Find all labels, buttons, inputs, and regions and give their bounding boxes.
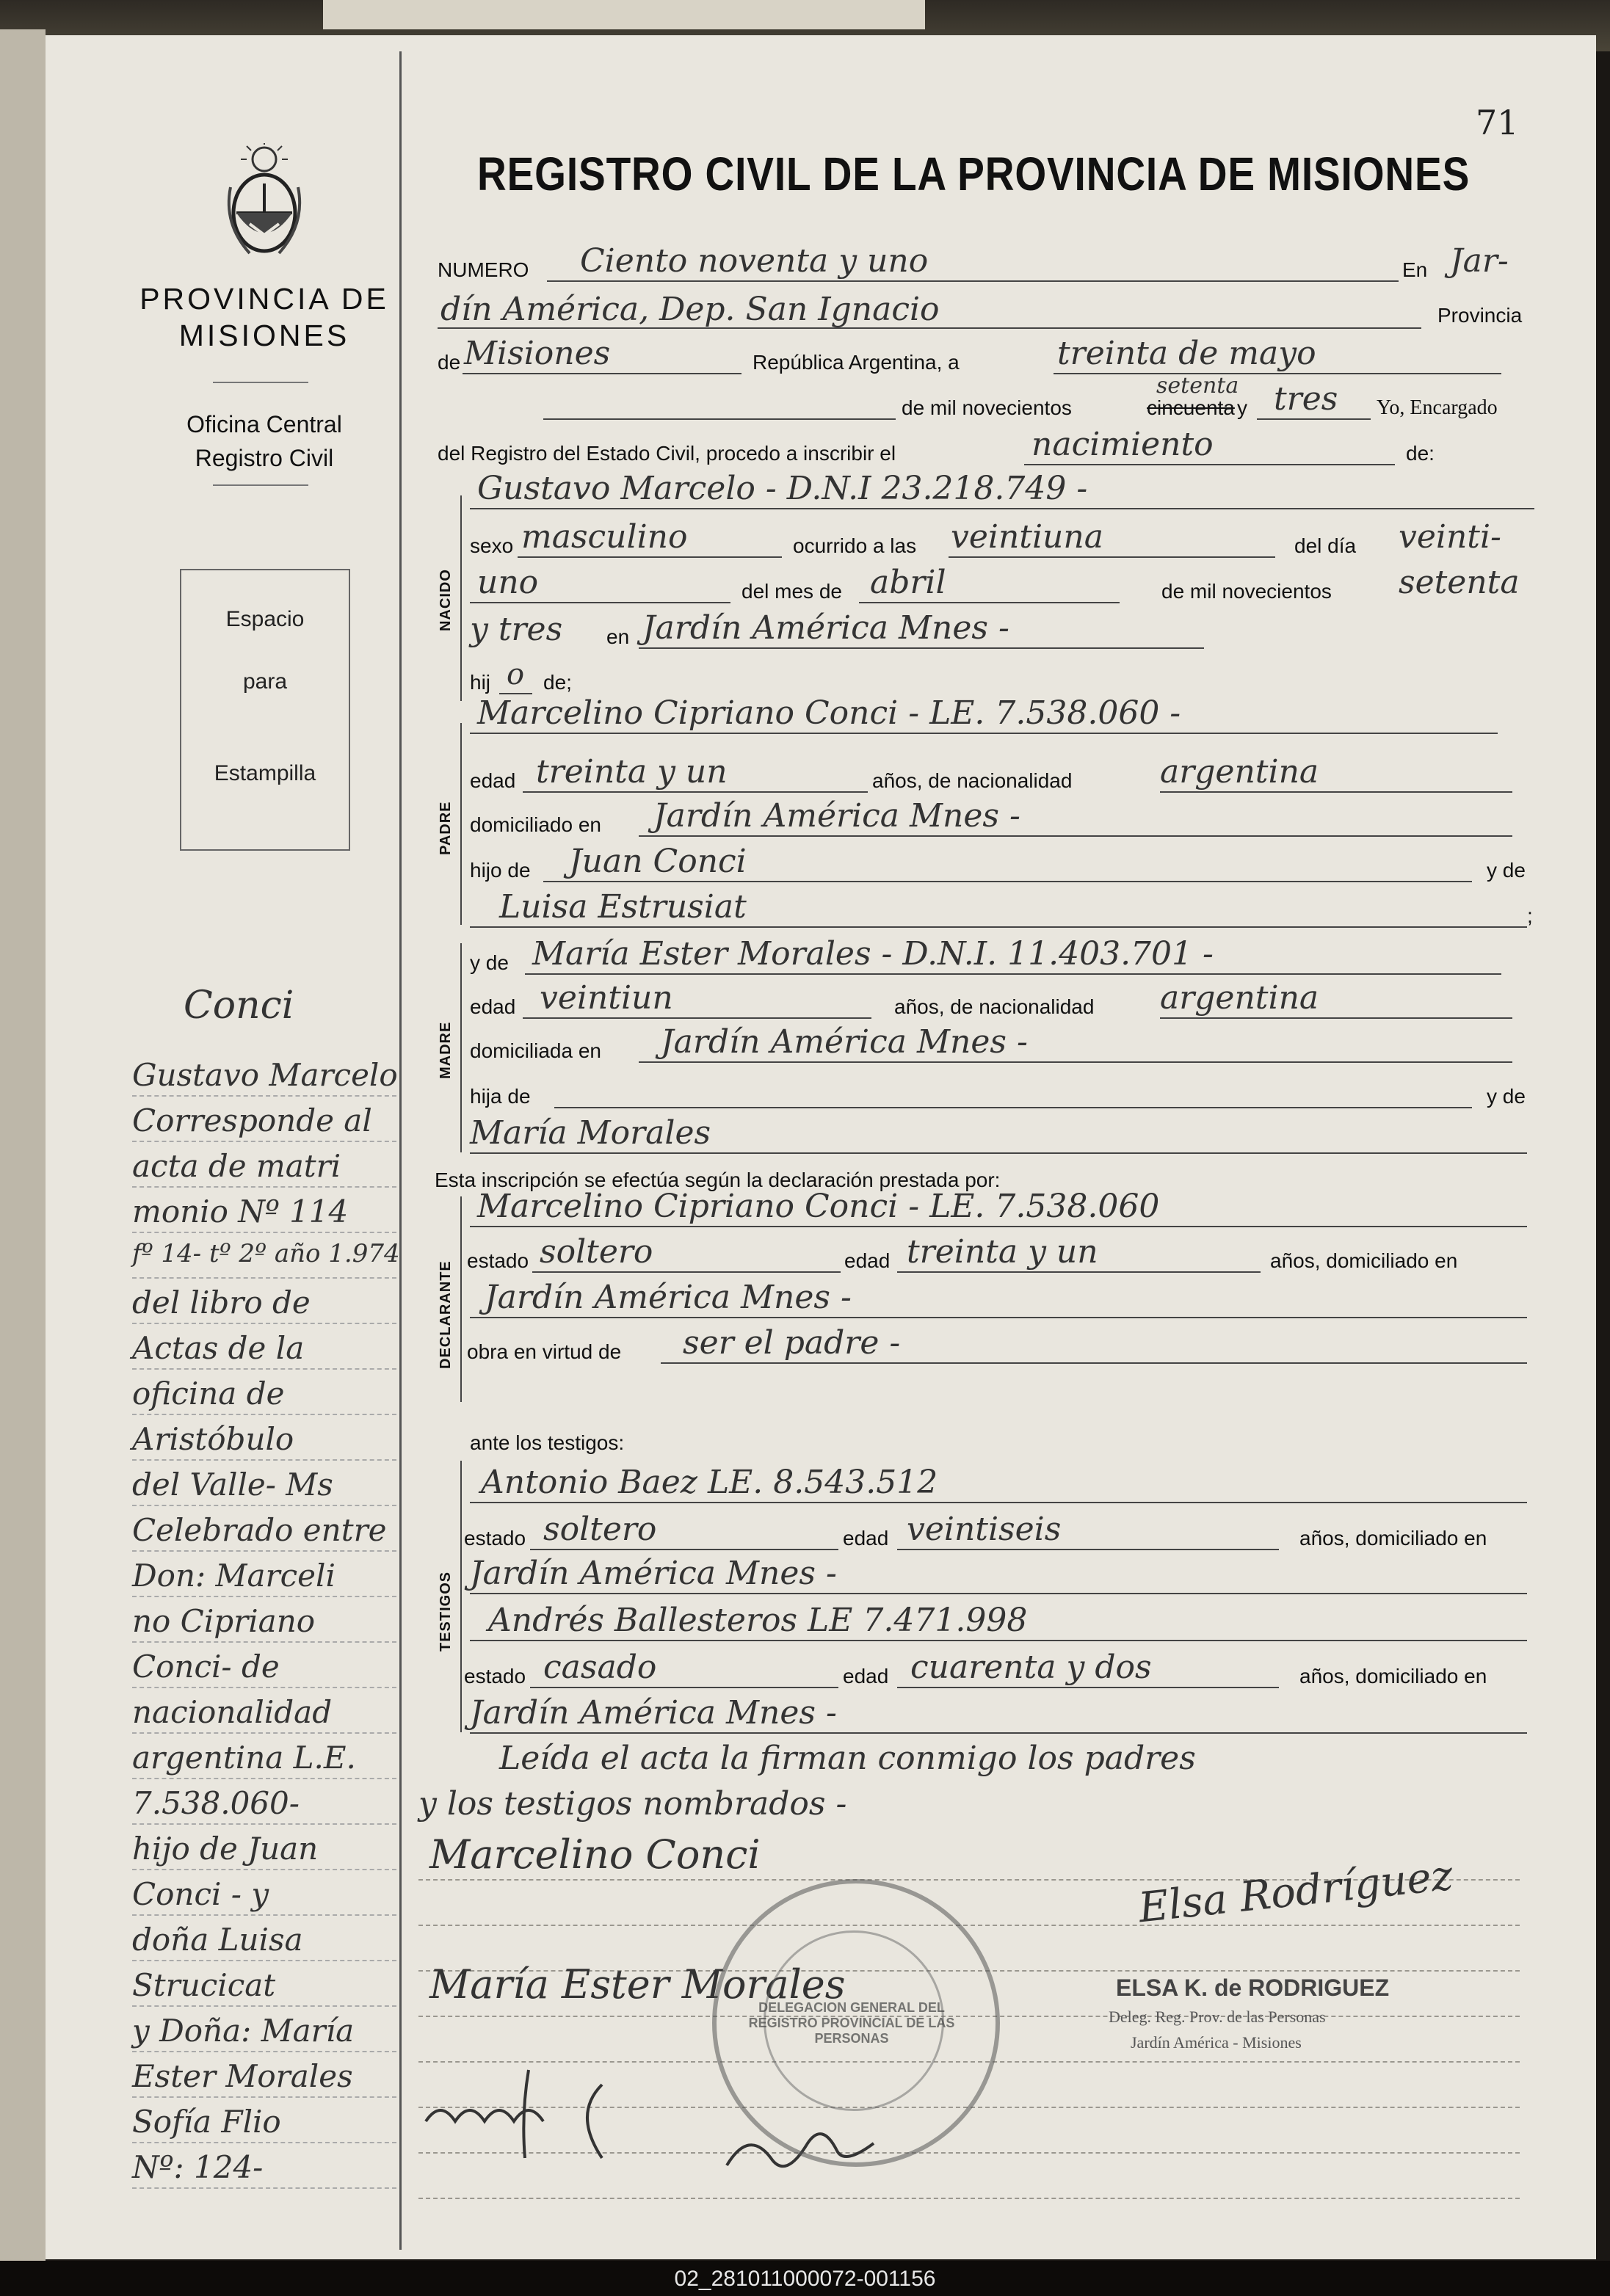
closing-line-b: y los testigos nombrados -	[418, 1785, 847, 1823]
marginal-note-line: Celebrado entre	[132, 1512, 387, 1548]
field-line	[639, 835, 1512, 837]
marginal-rule	[132, 2142, 396, 2143]
previous-page-edge	[323, 0, 925, 29]
field-line	[518, 556, 782, 558]
marginal-note-line: doña Luisa	[132, 1922, 303, 1958]
divider	[213, 484, 308, 486]
field-line	[639, 1061, 1512, 1063]
numero-label: NUMERO	[438, 258, 529, 281]
marginal-note-line: Gustavo Marcelo	[132, 1057, 398, 1093]
marginal-note-line: acta de matri	[132, 1148, 341, 1184]
nacido-en-label: en	[606, 625, 630, 648]
testigo2-estado-value: casado	[543, 1649, 657, 1686]
section-bracket	[460, 495, 462, 701]
field-line	[639, 647, 1204, 649]
madre-y-de-label-2: y de	[1487, 1085, 1526, 1108]
padre-edad-label: edad	[470, 769, 516, 792]
field-line	[470, 1152, 1527, 1154]
padre-anos-label: años, de nacionalidad	[872, 769, 1073, 792]
field-line	[470, 508, 1534, 509]
marginal-note-line: Actas de la	[132, 1330, 305, 1366]
divider	[213, 382, 308, 383]
marginal-note-line: Corresponde al	[132, 1102, 372, 1138]
registro-label: del Registro del Estado Civil, procedo a inscribir el	[438, 442, 896, 465]
numero-value: Ciento noventa y uno	[580, 242, 929, 280]
office-heading	[125, 407, 404, 475]
marginal-rule	[132, 1414, 396, 1415]
hora-value: veintiuna	[951, 518, 1103, 556]
en-value-a: Jar-	[1450, 242, 1509, 280]
padre-nacionalidad: argentina	[1160, 753, 1319, 791]
padre-nombre: Marcelino Cipriano Conci - LE. 7.538.060 -	[477, 694, 1181, 732]
marginal-rule	[132, 1732, 396, 1734]
field-line	[1024, 464, 1395, 465]
marginal-note-line: argentina L.E.	[132, 1740, 356, 1776]
section-bracket	[460, 1196, 462, 1402]
signature-rule	[418, 2198, 1520, 2199]
marginal-rule	[132, 1505, 396, 1506]
marginal-rule	[132, 1869, 396, 1870]
marginal-note-line: Nº: 124-	[132, 2149, 264, 2185]
declarante-anos-label: años, domiciliado en	[1270, 1249, 1458, 1272]
republica-label: República Argentina, a	[753, 351, 960, 374]
field-line	[547, 280, 1399, 282]
field-line	[470, 1732, 1527, 1734]
field-line	[949, 556, 1275, 558]
image-id-bar	[0, 2261, 1610, 2296]
declarante-edad-label: edad	[844, 1249, 891, 1272]
padre-edad-value: treinta y un	[536, 753, 728, 791]
testigos-label: ante los testigos:	[470, 1431, 625, 1454]
office-line-2: Registro Civil	[195, 445, 334, 471]
closing-line-a: Leída el acta la firman conmigo los padres	[499, 1740, 1196, 1777]
fecha-value: treinta de mayo	[1057, 335, 1316, 372]
padre-dom-label: domiciliado en	[470, 813, 601, 836]
mother-signature: María Ester Morales	[429, 1961, 846, 2008]
section-nacido-label: NACIDO	[438, 569, 454, 631]
acto-value: nacimiento	[1031, 426, 1214, 463]
marginal-note-line: del Valle- Ms	[132, 1467, 333, 1503]
madre-hija-label: hija de	[470, 1085, 531, 1108]
cincuenta-correction: setenta	[1156, 373, 1239, 399]
testigo1-estado-value: soltero	[543, 1511, 657, 1548]
declarante-estado-value: soltero	[540, 1233, 653, 1271]
madre-nombre: María Ester Morales - D.N.I. 11.403.701 -	[532, 935, 1214, 973]
marginal-rule	[132, 1095, 396, 1097]
field-line	[523, 791, 868, 793]
hijo-de-label: de;	[543, 671, 572, 694]
field-line	[470, 602, 730, 603]
en-value-b: dín América, Dep. San Ignacio	[440, 291, 940, 328]
marginal-rule	[132, 2051, 396, 2052]
testigo1-edad-value: veintiseis	[907, 1511, 1062, 1548]
marginal-rule	[132, 2005, 396, 2007]
padre-madre-value: Luisa Estrusiat	[499, 888, 747, 926]
cincuenta-printed: cincuenta	[1147, 396, 1235, 419]
sexo-value: masculino	[521, 518, 688, 556]
field-line	[897, 1271, 1261, 1273]
mes-label: del mes de	[741, 580, 842, 603]
field-line	[470, 1226, 1527, 1227]
provincia-value: Misiones	[464, 335, 611, 372]
field-line	[1160, 791, 1512, 793]
field-line	[1160, 1017, 1512, 1019]
dia-value-b: uno	[477, 564, 539, 601]
registry-title: REGISTRO CIVIL DE LA PROVINCIA DE MISIONES	[477, 148, 1471, 200]
nacido-anio-a: setenta	[1399, 564, 1520, 601]
testigo2-edad-value: cuarenta y dos	[910, 1649, 1152, 1686]
nacido-lugar: Jardín América Mnes -	[642, 609, 1009, 647]
field-line	[470, 1317, 1527, 1318]
nacido-anio-b: y tres	[470, 611, 563, 648]
mes-value: abril	[870, 564, 946, 601]
madre-nacionalidad: argentina	[1160, 979, 1319, 1017]
mil-novecientos-label: de mil novecientos	[902, 396, 1072, 419]
marginal-note-line: nacionalidad	[132, 1694, 333, 1730]
marginal-rule	[132, 1823, 396, 1825]
nacido-mil-label: de mil novecientos	[1161, 580, 1332, 603]
marginal-note-line: Conci- de	[132, 1649, 280, 1685]
field-line	[543, 881, 1472, 882]
section-testigos-label: TESTIGOS	[438, 1571, 454, 1652]
marginal-rule	[132, 1687, 396, 1688]
field-line	[554, 1107, 1472, 1108]
sexo-label: sexo	[470, 534, 514, 557]
field-line	[532, 1271, 841, 1273]
signature-rule	[418, 1925, 1520, 1926]
officer-place-stamp: Jardín América - Misiones	[1131, 2033, 1302, 2052]
marginal-rule	[132, 1596, 396, 1597]
field-line	[859, 602, 1120, 603]
nacido-nombre: Gustavo Marcelo - D.N.I 23.218.749 -	[477, 470, 1088, 507]
madre-dom-value: Jardín América Mnes -	[661, 1023, 1028, 1061]
marginal-note-line: y Doña: María	[132, 2013, 355, 2049]
marginal-note-line: 7.538.060-	[132, 1785, 300, 1821]
obra-value: ser el padre -	[683, 1324, 901, 1362]
seal-text: DELEGACION GENERAL DEL REGISTRO PROVINCIAL DE LAS PERSONAS	[748, 2000, 955, 2046]
hijo-suffix: o	[507, 658, 525, 691]
marginal-rule	[132, 1641, 396, 1643]
section-bracket	[460, 723, 462, 925]
section-madre-label: MADRE	[438, 1021, 454, 1079]
field-line	[470, 1593, 1527, 1594]
dia-value-a: veinti-	[1399, 518, 1501, 556]
padre-y-de-label: y de	[1487, 859, 1526, 882]
marginal-rule	[132, 2096, 396, 2098]
section-padre-label: PADRE	[438, 801, 454, 855]
field-line	[1054, 373, 1501, 374]
marginal-note-line: Sofía Flio	[132, 2104, 281, 2140]
marginal-rule	[132, 1368, 396, 1370]
office-line-1: Oficina Central	[186, 411, 342, 437]
marginal-rule	[132, 1778, 396, 1779]
marginal-note-line: fº 14- tº 2º año 1.974	[132, 1239, 400, 1268]
officer-signature: Elsa Rodríguez	[1136, 1851, 1455, 1933]
declarante-nombre: Marcelino Cipriano Conci - LE. 7.538.060	[477, 1188, 1160, 1225]
officer-title-stamp: Deleg. Reg. Prov. de las Personas	[1109, 2008, 1326, 2026]
page-number: 71	[1476, 103, 1519, 142]
marginal-note-line: Ester Morales	[132, 2058, 353, 2094]
witness-signature-icon	[418, 2055, 653, 2165]
province-heading	[110, 280, 418, 354]
declarante-edad-value: treinta y un	[907, 1233, 1098, 1271]
field-line	[525, 973, 1501, 975]
madre-y-de-label: y de	[470, 951, 509, 974]
marginal-note-line: Strucicat	[132, 1967, 276, 2003]
marginal-rule	[132, 2187, 396, 2189]
testigo1-estado-label: estado	[464, 1527, 526, 1550]
field-line	[530, 1549, 838, 1550]
officer-name-stamp: ELSA K. de RODRIGUEZ	[1116, 1975, 1390, 2001]
madre-dom-label: domiciliada en	[470, 1039, 601, 1062]
marginal-rule	[132, 1323, 396, 1324]
field-line	[897, 1687, 1279, 1688]
madre-edad-value: veintiun	[540, 979, 673, 1017]
testigo1-nombre: Antonio Baez LE. 8.543.512	[481, 1464, 938, 1501]
padre-hijo-de-label: hijo de	[470, 859, 531, 882]
coat-of-arms-icon	[220, 143, 308, 261]
testigo1-edad-label: edad	[843, 1527, 889, 1550]
marginal-rule	[132, 1186, 396, 1188]
field-line	[897, 1549, 1279, 1550]
marginal-rule	[132, 1960, 396, 1961]
ocurrido-label: ocurrido a las	[793, 534, 917, 557]
de-colon-label: de:	[1406, 442, 1435, 465]
marginal-note-line: oficina de	[132, 1376, 285, 1412]
field-line	[543, 418, 896, 420]
testigo2-anos-label: años, domiciliado en	[1299, 1665, 1487, 1688]
testigo2-nombre: Andrés Ballesteros LE 7.471.998	[488, 1602, 1028, 1639]
section-bracket	[460, 1461, 462, 1732]
de-label: de	[438, 351, 461, 374]
field-line	[470, 1502, 1527, 1503]
section-bracket	[460, 943, 462, 1152]
declarante-dom-value: Jardín América Mnes -	[485, 1279, 852, 1316]
y-label: y	[1237, 396, 1247, 419]
en-label: En	[1402, 258, 1428, 281]
madre-edad-label: edad	[470, 995, 516, 1018]
madre-madre-value: María Morales	[470, 1114, 711, 1152]
testigo1-dom-value: Jardín América Mnes -	[470, 1555, 837, 1592]
book-page-edge	[0, 29, 46, 2261]
field-line	[1257, 418, 1371, 420]
testigo2-dom-value: Jardín América Mnes -	[470, 1694, 837, 1732]
testigo1-anos-label: años, domiciliado en	[1299, 1527, 1487, 1550]
provincia-label: Provincia	[1437, 304, 1523, 327]
marginal-note-line: no Cipriano	[132, 1603, 316, 1639]
father-signature: Marcelino Conci	[429, 1831, 761, 1878]
hijo-label: hij	[470, 671, 491, 694]
field-line	[463, 373, 741, 374]
obra-label: obra en virtud de	[467, 1340, 622, 1363]
field-line	[530, 1687, 838, 1688]
stamp-label-2: para	[242, 669, 288, 694]
madre-anos-label: años, de nacionalidad	[894, 995, 1095, 1018]
testigo2-estado-label: estado	[464, 1665, 526, 1688]
marginal-rule	[132, 1277, 396, 1279]
padre-dom-value: Jardín América Mnes -	[653, 797, 1020, 835]
marginal-note-line: del libro de	[132, 1285, 311, 1320]
stamp-space-box	[180, 569, 350, 851]
marginal-surname: Conci	[184, 984, 294, 1028]
encargado-label: Yo, Encargado	[1377, 396, 1498, 419]
marginal-rule	[132, 1914, 396, 1916]
semicolon: ;	[1527, 904, 1533, 927]
marginal-rule	[132, 1232, 396, 1233]
declarante-estado-label: estado	[467, 1249, 529, 1272]
padre-padre-value: Juan Conci	[569, 843, 747, 880]
province-line-2: MISIONES	[178, 319, 350, 352]
stamp-label-3: Estampilla	[214, 761, 316, 785]
marginal-note-line: Aristóbulo	[132, 1421, 294, 1457]
del-dia-label: del día	[1294, 534, 1357, 557]
marginal-rule	[132, 1550, 396, 1552]
anio-value: tres	[1274, 380, 1338, 418]
field-line	[470, 926, 1527, 928]
stamp-label-1: Espacio	[225, 607, 305, 631]
section-declarante-label: DECLARANTE	[438, 1260, 454, 1369]
marginal-rule	[132, 1459, 396, 1461]
image-id: 02_281011000072-001156	[674, 2267, 936, 2291]
field-line	[661, 1362, 1527, 1364]
marginal-note-line: monio Nº 114	[132, 1194, 349, 1229]
province-line-1: PROVINCIA DE	[139, 282, 389, 316]
marginal-note-line: Don: Marceli	[132, 1558, 336, 1594]
marginal-note-line: hijo de Juan	[132, 1831, 319, 1867]
marginal-rule	[132, 1141, 396, 1142]
field-line	[523, 1017, 871, 1019]
declaracion-label: Esta inscripción se efectúa según la declaración prestada por:	[435, 1169, 1001, 1191]
field-line	[470, 733, 1498, 734]
field-line	[470, 1640, 1527, 1641]
marginal-note-line: Conci - y	[132, 1876, 269, 1912]
testigo2-edad-label: edad	[843, 1665, 889, 1688]
